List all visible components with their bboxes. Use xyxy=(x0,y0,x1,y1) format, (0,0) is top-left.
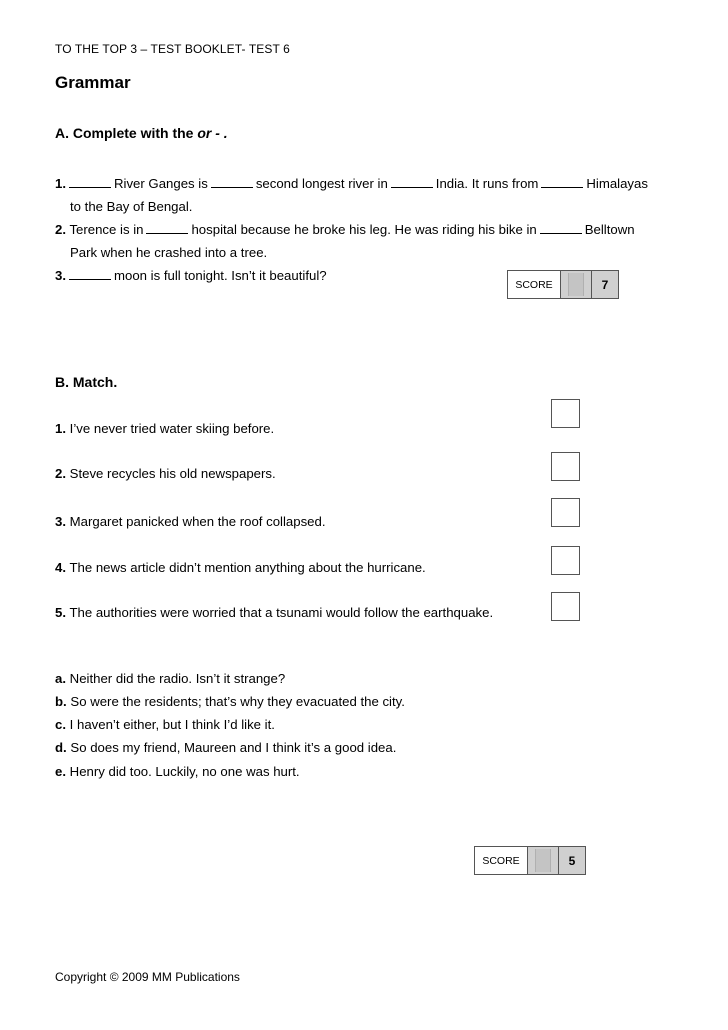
part-a-item-2-continued: Park when he crashed into a tree. xyxy=(70,245,268,260)
answer-blank[interactable] xyxy=(211,176,253,188)
part-b-title: B. Match. xyxy=(55,374,118,390)
score-entry-field[interactable] xyxy=(561,271,592,298)
booklet-header: TO THE TOP 3 – TEST BOOKLET- TEST 6 xyxy=(55,42,290,56)
section-title: Grammar xyxy=(55,73,131,92)
option-text: So were the residents; that’s why they evacuated the city. xyxy=(70,694,405,709)
part-a-item-1 xyxy=(55,176,648,191)
part-a-item-3 xyxy=(55,268,327,283)
answer-blank[interactable] xyxy=(69,268,111,280)
part-a-score-box xyxy=(507,270,619,299)
match-item-2 xyxy=(55,466,276,481)
match-answer-box-4[interactable] xyxy=(551,546,580,575)
match-answer-box-1[interactable] xyxy=(551,399,580,428)
item-number: 2. xyxy=(55,466,66,481)
part-a-title xyxy=(55,125,228,141)
match-option-e xyxy=(55,764,300,779)
part-a-item-2 xyxy=(55,222,635,237)
match-item-3 xyxy=(55,514,326,529)
match-answer-box-5[interactable] xyxy=(551,592,580,621)
option-letter: a. xyxy=(55,671,66,686)
part-a-title-prefix: A. Complete with the xyxy=(55,125,198,141)
item-text: Terence is in xyxy=(69,222,144,237)
item-number: 1. xyxy=(55,176,66,191)
item-text: The authorities were worried that a tsunami would follow the earthquake. xyxy=(69,605,494,620)
option-text: Neither did the radio. Isn’t it strange? xyxy=(69,671,286,686)
match-item-1 xyxy=(55,421,274,436)
score-max-points: 5 xyxy=(559,847,585,874)
answer-blank[interactable] xyxy=(540,222,582,234)
item-text: The news article didn’t mention anything about the hurricane. xyxy=(69,560,426,575)
option-text: I haven’t either, but I think I’d like it. xyxy=(69,717,275,732)
match-option-c xyxy=(55,717,275,732)
match-item-5 xyxy=(55,605,493,620)
item-text: Himalayas xyxy=(586,176,648,191)
copyright-footer: Copyright © 2009 MM Publications xyxy=(55,970,240,984)
score-label: SCORE xyxy=(508,271,561,298)
item-text: Steve recycles his old newspapers. xyxy=(69,466,276,481)
option-letter: c. xyxy=(55,717,66,732)
answer-blank[interactable] xyxy=(541,176,583,188)
answer-blank[interactable] xyxy=(146,222,188,234)
option-letter: b. xyxy=(55,694,67,709)
item-text: India. It runs from xyxy=(435,176,539,191)
item-number: 3. xyxy=(55,514,66,529)
part-a-item-1-continued: to the Bay of Bengal. xyxy=(70,199,193,214)
item-text: second longest river in xyxy=(255,176,388,191)
score-entry-field[interactable] xyxy=(528,847,559,874)
score-label: SCORE xyxy=(475,847,528,874)
item-number: 1. xyxy=(55,421,66,436)
item-number: 3. xyxy=(55,268,66,283)
match-item-4 xyxy=(55,560,426,575)
item-text: Margaret panicked when the roof collapsed. xyxy=(69,514,326,529)
option-letter: d. xyxy=(55,740,67,755)
item-text: moon is full tonight. Isn’t it beautiful? xyxy=(114,268,327,283)
option-letter: e. xyxy=(55,764,66,779)
match-answer-box-2[interactable] xyxy=(551,452,580,481)
item-number: 5. xyxy=(55,605,66,620)
item-text: River Ganges is xyxy=(114,176,208,191)
match-option-d xyxy=(55,740,396,755)
option-text: So does my friend, Maureen and I think it’s a good idea. xyxy=(70,740,397,755)
part-b-score-box xyxy=(474,846,586,875)
match-option-b xyxy=(55,694,405,709)
score-max-points: 7 xyxy=(592,271,618,298)
option-text: Henry did too. Luckily, no one was hurt. xyxy=(69,764,300,779)
item-number: 4. xyxy=(55,560,66,575)
part-a-title-italic: or - . xyxy=(197,125,228,141)
match-option-a xyxy=(55,671,285,686)
item-text: I’ve never tried water skiing before. xyxy=(69,421,275,436)
answer-blank[interactable] xyxy=(69,176,111,188)
answer-blank[interactable] xyxy=(391,176,433,188)
match-answer-box-3[interactable] xyxy=(551,498,580,527)
item-text: Belltown xyxy=(584,222,635,237)
item-text: hospital because he broke his leg. He was riding his bike in xyxy=(191,222,537,237)
item-number: 2. xyxy=(55,222,66,237)
